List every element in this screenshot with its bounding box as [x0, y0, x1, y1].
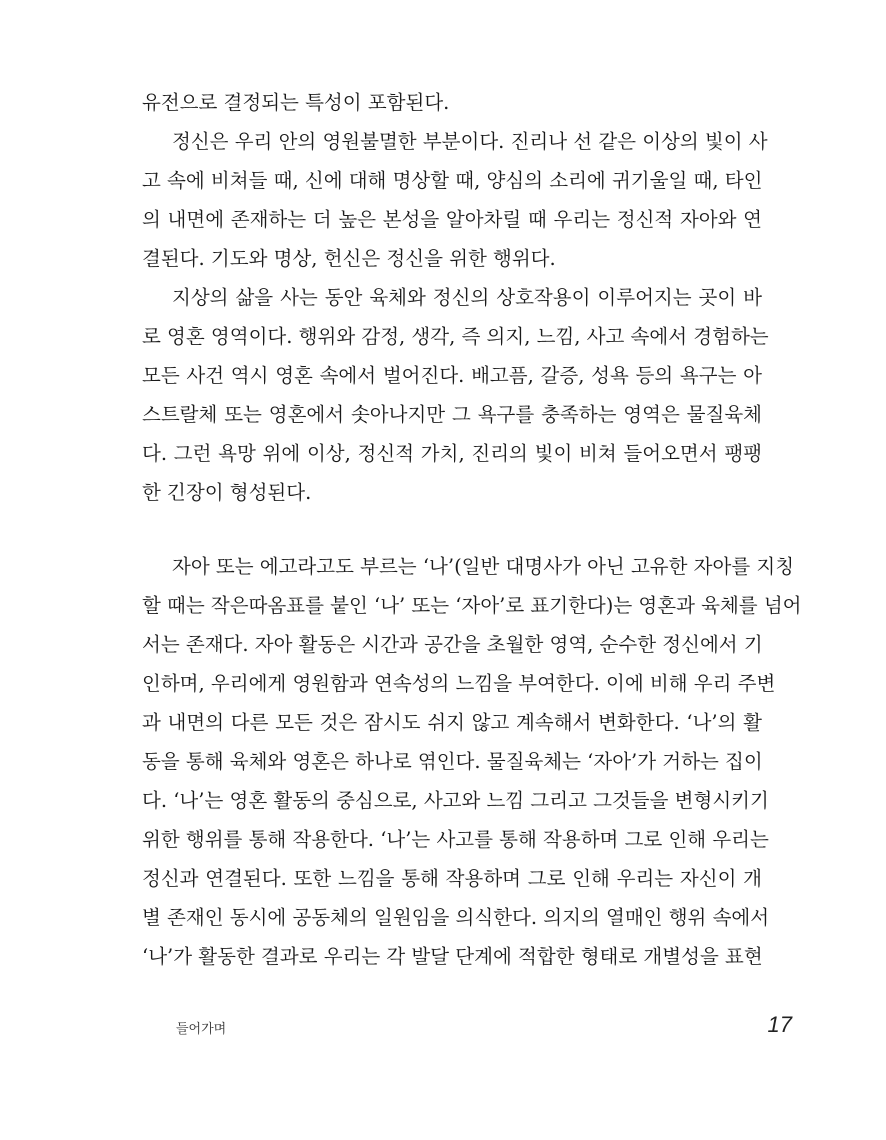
text-line: 결된다. 기도와 명상, 헌신은 정신을 위한 행위다.: [142, 247, 556, 270]
text-line: 정신은 우리 안의 영원불멸한 부분이다. 진리나 선 같은 이상의 빛이 사: [172, 130, 768, 153]
text-line: 다. 그런 욕망 위에 이상, 정신적 가치, 진리의 빛이 비쳐 들어오면서 팽팽: [142, 442, 762, 465]
text-line: 의 내면에 존재하는 더 높은 본성을 알아차릴 때 우리는 정신적 자아와 연: [142, 208, 762, 231]
text-line: 모든 사건 역시 영혼 속에서 벌어진다. 배고픔, 갈증, 성욕 등의 욕구는 아: [142, 364, 762, 387]
text-line: 한 긴장이 형성된다.: [142, 481, 312, 504]
text-line: 자아 또는 에고라고도 부르는 ‘나’(일반 대명사가 아닌 고유한 자아를 지칭: [172, 555, 795, 578]
text-line: 다. ‘나’는 영혼 활동의 중심으로, 사고와 느낌 그리고 그것들을 변형시키기: [142, 789, 769, 812]
text-line: 고 속에 비쳐들 때, 신에 대해 명상할 때, 양심의 소리에 귀기울일 때, 타인: [142, 169, 763, 192]
text-line: 별 존재인 동시에 공동체의 일원임을 의식한다. 의지의 열매인 행위 속에서: [142, 906, 770, 929]
running-footer-title: 들어가며: [176, 1022, 227, 1037]
text-line: 인하며, 우리에게 영원함과 연속성의 느낌을 부여한다. 이에 비해 우리 주변: [142, 672, 776, 695]
text-line: 로 영혼 영역이다. 행위와 감정, 생각, 즉 의지, 느낌, 사고 속에서 경험하는: [142, 325, 769, 348]
text-line: 동을 통해 육체와 영혼은 하나로 엮인다. 물질육체는 ‘자아’가 거하는 집이: [142, 750, 763, 773]
text-line: 지상의 삶을 사는 동안 육체와 정신의 상호작용이 이루어지는 곳이 바: [172, 286, 762, 309]
text-line: 정신과 연결된다. 또한 느낌을 통해 작용하며 그로 인해 우리는 자신이 개: [142, 867, 762, 890]
page-number: 17: [767, 1012, 792, 1037]
text-line: 유전으로 결정되는 특성이 포함된다.: [142, 91, 450, 114]
text-line: 할 때는 작은따옴표를 붙인 ‘나’ 또는 ‘자아’로 표기한다)는 영혼과 육체를 넘어: [142, 594, 802, 617]
text-line: ‘나’가 활동한 결과로 우리는 각 발달 단계에 적합한 형태로 개별성을 표현: [142, 945, 763, 968]
text-line: 서는 존재다. 자아 활동은 시간과 공간을 초월한 영역, 순수한 정신에서 기: [142, 633, 763, 656]
text-line: 과 내면의 다른 모든 것은 잠시도 쉬지 않고 계속해서 변화한다. ‘나’의 활: [142, 711, 762, 734]
text-line: 위한 행위를 통해 작용한다. ‘나’는 사고를 통해 작용하며 그로 인해 우리는: [142, 828, 769, 851]
text-line: 스트랄체 또는 영혼에서 솟아나지만 그 욕구를 충족하는 영역은 물질육체: [142, 403, 762, 426]
